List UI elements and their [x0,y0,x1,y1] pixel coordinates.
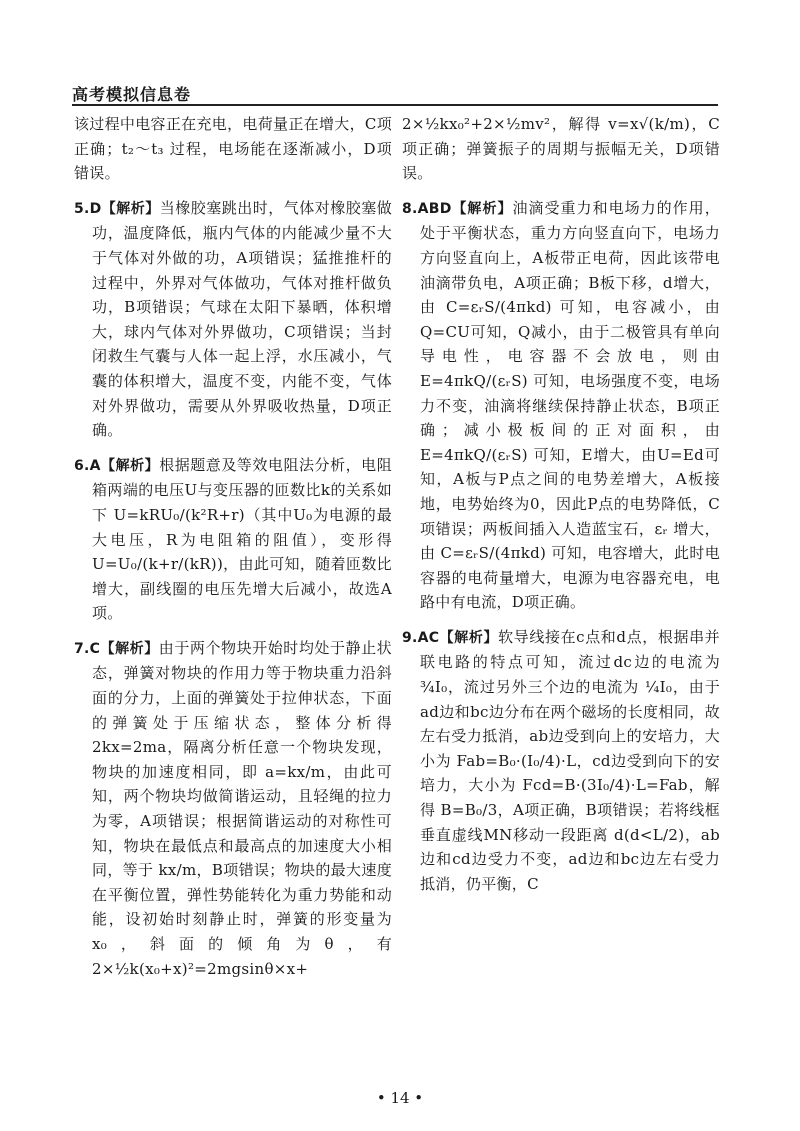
left-column [74,112,392,991]
answer-tag: 7.C【解析】 [74,640,159,657]
running-header: 高考模拟信息卷 [72,85,192,104]
answer-item-8 [402,196,720,615]
paragraph-text: 该过程中电容正在充电，电荷量正在增大，C项正确；t₂～t₃ 过程，电场能在逐渐减小，D项错误。 [74,115,392,183]
paragraph-text: 由于两个物块开始时均处于静止状态，弹簧对物块的作用力等于物块重力沿斜面的分力，上面的弹簧处于拉伸状态，下面的弹簧处于压缩状态，整体分析得2kx=2ma，隔离分析任意一个物块发现，物块的加速度相同，即 a=kx/m，由此可知，两个物块均做简谐运动，且轻绳的拉力为零，A项错误；根据简谐运动的对称性可知，物块在最低点和最高点的加速度大小相同，等于 kx/m，B项错误；物块的最大速度在平衡位置，弹性势能转化为重力势能和动能，设初始时刻静止时，弹簧的形变量为x₀，斜面的倾角为θ，有 2×½k(x₀+x)²=2mgsinθ×x+ [92,638,392,978]
answer-tag: 8.ABD【解析】 [402,200,513,217]
paragraph-continuation [402,112,720,186]
paragraph-text: 根据题意及等效电阻法分析，电阻箱两端的电压U与变压器的匝数比k的关系如下 U=kRU₀/(k²R+r)（其中U₀为电源的最大电压，R为电阻箱的阻值），变形得 U=U₀/(k+r/(kR))，由此可知，随着匝数比增大，副线圈的电压先增大后减小，故选A项。 [92,455,392,623]
paragraph-text: 软导线接在c点和d点，根据串并联电路的特点可知，流过dc边的电流为 ¾I₀，流过另外三个边的电流为 ¼I₀，由于ad边和bc边分布在两个磁场的长度相同，故左右受力抵消，ab边受到向上的安培力，大小为 Fab=B₀·(I₀/4)·L，cd边受到向下的安培力，大小为 Fcd=B·(3I₀/4)·L=Fab，解得 B=B₀/3，A项正确，B项错误；若将线框垂直虚线MN移动一段距离 d(d<L/2)，ab边和cd边受力不变，ad边和bc边左右受力抵消，仍平衡，C [420,627,720,893]
answer-item-7 [74,636,392,981]
answer-tag: 9.AC【解析】 [402,629,499,646]
answer-item-5 [74,196,392,443]
paragraph-text: 当橡胶塞跳出时，气体对橡胶塞做功，温度降低，瓶内气体的内能减少量不大于气体对外做的功，A项错误；猛推推杆的过程中，外界对气体做功，气体对推杆做负功，B项错误；气球在太阳下暴晒，体积增大，球内气体对外界做功，C项错误；当封闭救生气囊与人体一起上浮，水压减小，气囊的体积增大，温度不变，内能不变，气体对外界做功，需要从外界吸收热量，D项正确。 [92,198,392,440]
answer-tag: 5.D【解析】 [74,200,160,217]
answer-item-9 [402,625,720,897]
page-number: • 14 • [376,1089,424,1107]
paragraph-text: 2×½kx₀²+2×½mv²，解得 v=x√(k/m)，C项正确；弹簧振子的周期与振幅无关，D项错误。 [402,115,720,183]
header-rule [72,104,718,106]
paragraph-text: 油滴受重力和电场力的作用，处于平衡状态，重力方向竖直向下，电场力方向竖直向上，A板带正电荷，因此该带电油滴带负电，A项正确；B板下移，d增大，由 C=εᵣS/(4πkd) 可知，电容减小，由Q=CU可知，Q减小，由于二极管具有单向导电性，电容器不会放电，则由 E=4πkQ/(εᵣS) 可知，电场强度不变，电场力不变，油滴将继续保持静止状态，B项正确；减小极板间的正对面积，由 E=4πkQ/(εᵣS) 可知，E增大，由U=Ed可知，A板与P点之间的电势差增大，A板接地，电势始终为0，因此P点的电势降低，C项错误；两板间插入人造蓝宝石，εᵣ 增大，由 C=εᵣS/(4πkd) 可知，电容增大，此时电容器的电荷量增大，电源为电容器充电，电路中有电流，D项正确。 [420,198,720,612]
paragraph-continuation [74,112,392,186]
answer-tag: 6.A【解析】 [74,457,160,474]
answer-item-6 [74,453,392,626]
right-column [402,112,720,906]
